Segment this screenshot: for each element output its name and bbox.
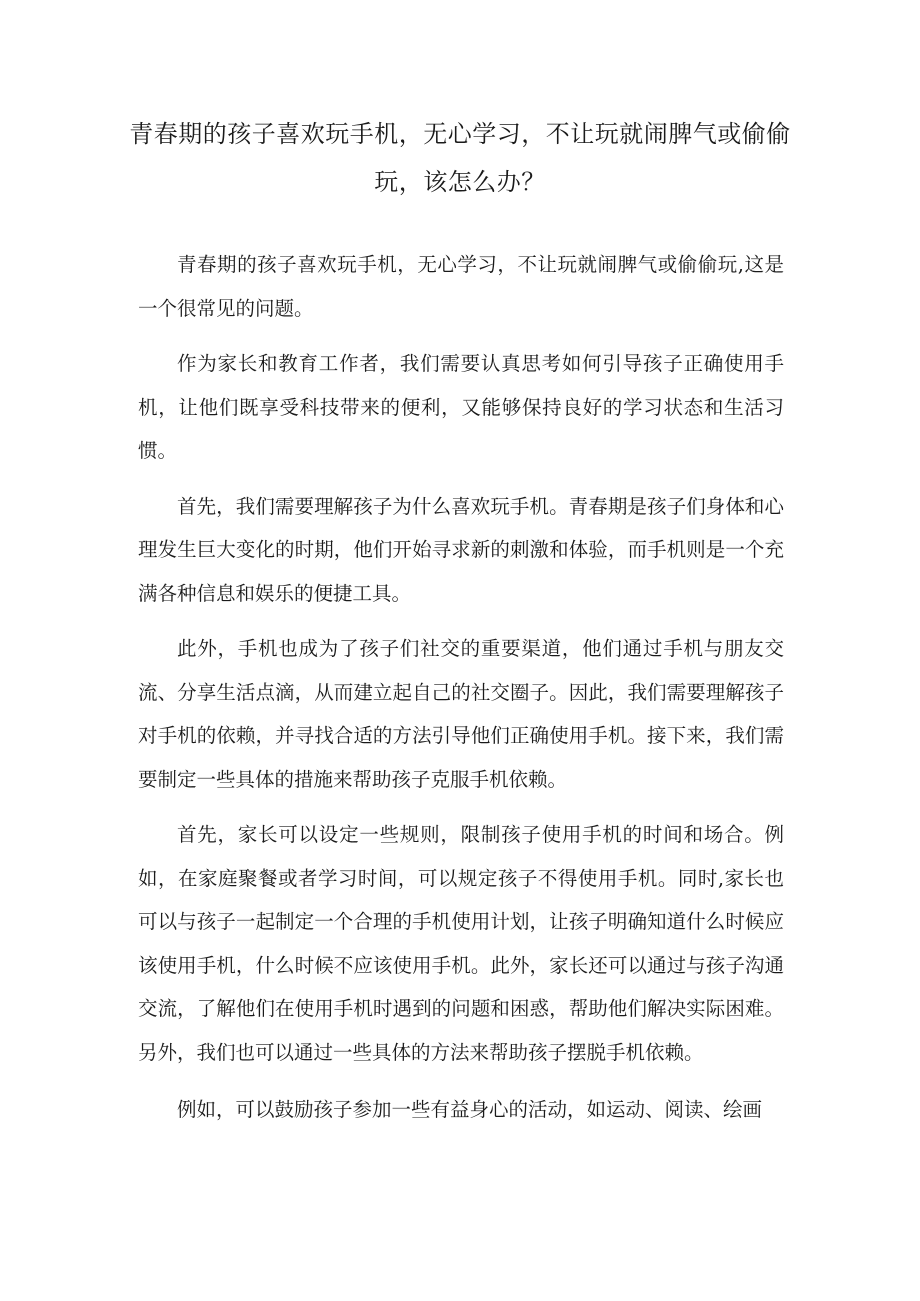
paragraph-2: 作为家长和教育工作者，我们需要认真思考如何引导孩子正确使用手机，让他们既享受科技带来的便利，又能够保持良好的学习状态和生活习惯。 xyxy=(138,352,784,462)
paragraph-6: 例如，可以鼓励孩子参加一些有益身心的活动，如运动、阅读、绘画 xyxy=(177,1098,763,1121)
paragraph-5: 首先，家长可以设定一些规则，限制孩子使用手机的时间和场合。例如，在家庭聚餐或者学习时间，可以规定孩子不得使用手机。同时,家长也可以与孩子一起制定一个合理的手机使用计划，让孩子明确知道什么时候应该使用手机，什么时候不应该使用手机。此外，家长还可以通过与孩子沟通交流，了解他们在使用手机时遇到的问题和困惑，帮助他们解决实际困难。另外，我们也可以通过一些具体的方法来帮助孩子摆脱手机依赖。 xyxy=(138,823,784,1064)
document-title: 青春期的孩子喜欢玩手机，无心学习，不让玩就闹脾气或偷偷玩，该怎么办？ xyxy=(129,120,791,196)
paragraph-4: 此外，手机也成为了孩子们社交的重要渠道，他们通过手机与朋友交流、分享生活点滴，从而建立起自己的社交圈子。因此，我们需要理解孩子对手机的依赖，并寻找合适的方法引导他们正确使用手机。接下来，我们需要制定一些具体的措施来帮助孩子克服手机依赖。 xyxy=(138,637,784,791)
paragraph-1: 青春期的孩子喜欢玩手机，无心学习，不让玩就闹脾气或偷偷玩,这是一个很常见的问题。 xyxy=(138,253,784,320)
document-body xyxy=(138,243,784,1144)
paragraph-3: 首先，我们需要理解孩子为什么喜欢玩手机。青春期是孩子们身体和心理发生巨大变化的时期，他们开始寻求新的刺激和体验，而手机则是一个充满各种信息和娱乐的便捷工具。 xyxy=(138,494,784,605)
